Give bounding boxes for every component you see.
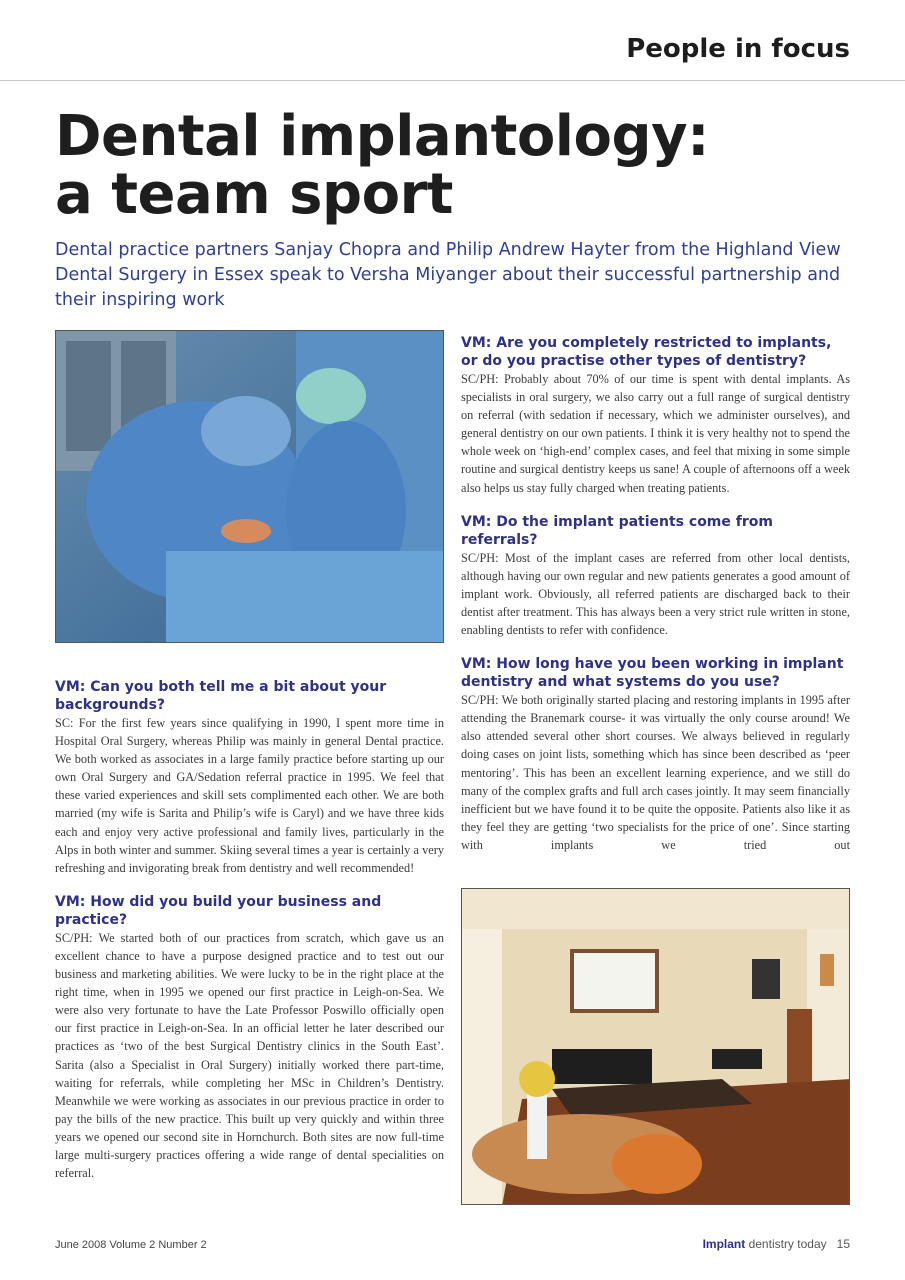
magazine-footer [703, 1237, 850, 1251]
surgery-photo [55, 330, 444, 643]
answer-text: SC/PH: We both originally started placing and restoring implants in 1995 after attending the Branemark course- it was virtually the only course around! We also attended several other short courses. We always believed in regularly doing cases on joint lists, something which has since been described as ‘peer mentoring’. This has been an excellent learning experience, and we still do many of the complex grafts and full arch cases jointly. It may seem financially inefficient but we have found it to be quite the opposite. Patients also like it as they feel they are getting ‘two specialists for the price of one’. Since starting with implants we tried out [461, 693, 850, 852]
waiting-room-photo [461, 888, 850, 1205]
brand-rest: dentistry today [745, 1237, 827, 1251]
answer-text: SC/PH: Most of the implant cases are referred from other local dentists, although having our own regular and new patients generates a good amount of implant work. Obviously, all referred patients are discharged back to their dentist after treatment. This has always been a very strict rule written in stone, enabling dentists to refer with confidence. [461, 550, 850, 638]
header-divider [0, 80, 905, 81]
question-heading: VM: Are you completely restricted to implants, or do you practise other types of dentistry? [461, 335, 832, 369]
standfirst: Dental practice partners Sanjay Chopra and Philip Andrew Hayter from the Highland View Dental Surgery in Essex speak to Versha Miyanger about their successful partnership and their inspiring work [55, 240, 841, 310]
answer-text: SC/PH: Probably about 70% of our time is spent with dental implants. As specialists in oral surgery, we also carry out a full range of surgical dentistry on referral (with sedation if necessary, which we administer ourselves), and general dentistry on our own patients. I think it is very healthy not to spend the whole week on ‘high-end’ complex cases, and feel that mixing in some simple routine and surgical dentistry keeps us sane! A couple of afternoons off a week also helps us stay fully charged when treating patients. [461, 372, 850, 495]
question-heading: VM: Do the implant patients come from referrals? [461, 513, 773, 548]
question-heading: VM: How did you build your business and practice? [55, 893, 382, 928]
article-title [55, 104, 709, 227]
title-line: a team sport [55, 162, 453, 227]
left-column [55, 678, 444, 1182]
section-label: People in focus [626, 34, 850, 64]
answer-text: SC/PH: We started both of our practices from scratch, which gave us an excellent chance to have a purpose designed practice and to test out our business and marketing abilities. We were lucky to be in the right place at the right time, when in 1995 we opened our first practice in Leigh-on-Sea. We were also very fortunate to have the Late Professor Poswillo officially open our first practice in Leigh-on-Sea. In an official letter he later described our practices as ‘two of the best Surgical Dentistry clinics in the South East’. Sarita (also a Specialist in Oral Surgery) initially worked there part-time, waiting for referrals, while completing her MSc in Children’s Dentistry. Meanwhile we were working as associates in our previous practice in order to pay the bills of the new practice. This built up very quickly and within three years we opened our second site in Hornchurch. Both sites are now full-time large multi-surgery practices offering a wide range of dental specialities on referral. [55, 930, 444, 1181]
right-column [461, 334, 850, 854]
page-number: 15 [836, 1237, 850, 1251]
issue-info: June 2008 Volume 2 Number 2 [55, 1239, 207, 1251]
question-heading: VM: How long have you been working in implant dentistry and what systems do you use? [461, 656, 844, 691]
question-heading: VM: Can you both tell me a bit about your backgrounds? [55, 679, 387, 713]
title-line: Dental implantology: [55, 104, 709, 169]
brand-bold: Implant [702, 1237, 746, 1251]
answer-text: SC: For the first few years since qualifying in 1990, I spent more time in Hospital Oral Surgery, whereas Philip was mainly in general Dental practice. We both worked as associates in a large family practice before starting up our own Oral Surgery and GA/Sedation referral practice in 1995. We feel that these varied experiences and skill sets complimented each other. We are both married (my wife is Sarita and Philip’s wife is Caryl) and we have three kids each and enjoy very active professional and family lives, particularly in the Alps in both winter and summer. Skiing several times a year is certainly a very refreshing and invigorating break from dentistry and well recommended! [55, 716, 444, 875]
